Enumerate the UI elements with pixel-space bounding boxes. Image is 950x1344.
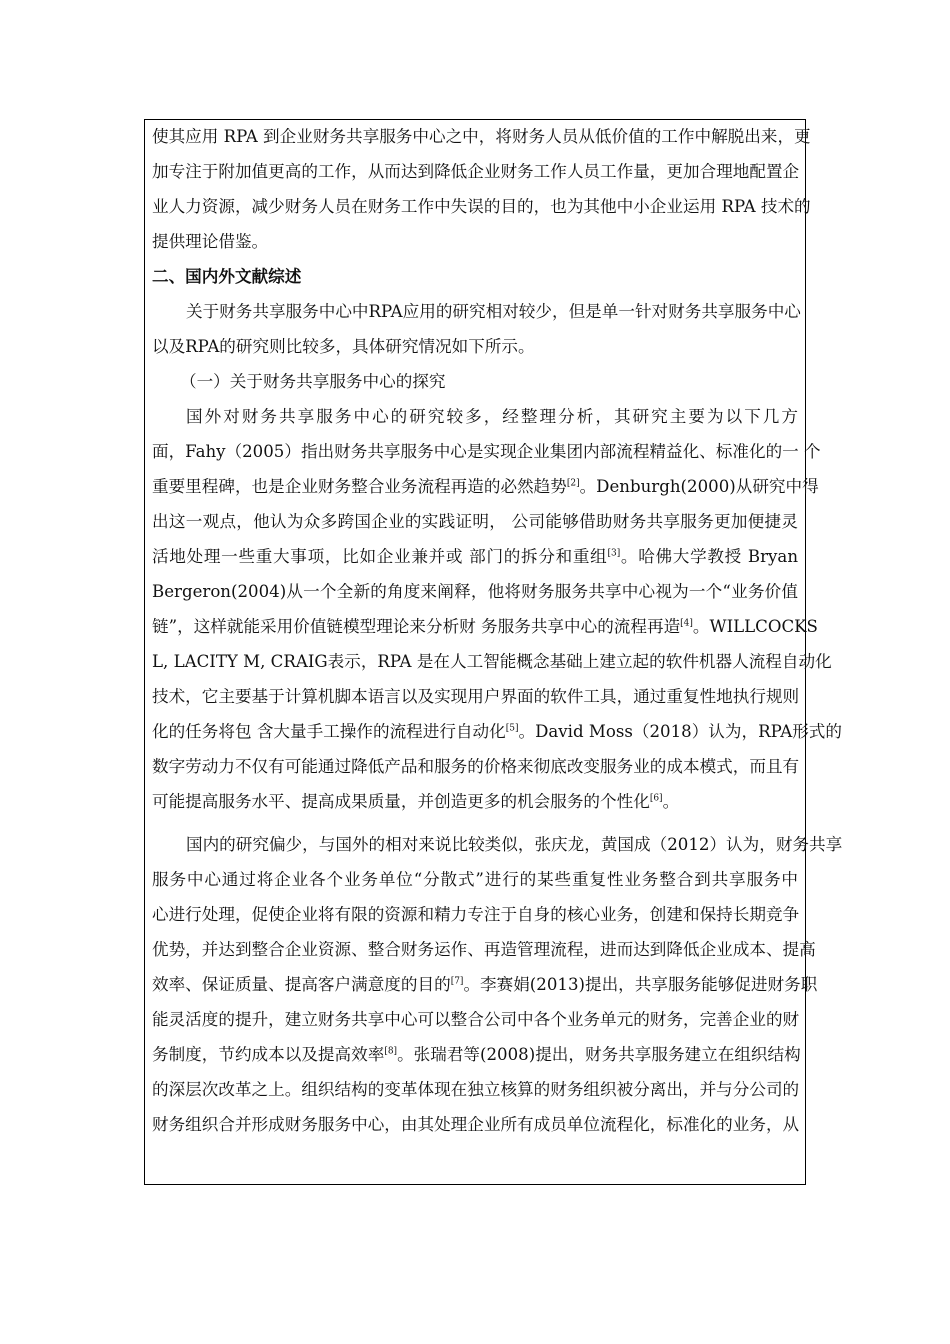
paragraph-line: 加专注于附加值更高的工作，从而达到降低企业财务工作人员工作量，更加合理地配置企	[152, 162, 800, 181]
paragraph-line: 心进行处理，促使企业将有限的资源和精力专注于自身的核心业务，创建和保持长期竞争	[152, 905, 800, 924]
paragraph-line: 业人力资源，减少财务人员在财务工作中失误的目的，也为其他中小企业运用 RPA 技术的	[152, 197, 811, 216]
paragraph-line: L, LACITY M, CRAIG表示，RPA 是在人工智能概念基础上建立起的软件机器人流程自动化	[152, 652, 832, 671]
paragraph-line: Bergeron(2004)从一个全新的角度来阐释，他将财务服务共享中心视为一个“业务价值	[152, 582, 798, 601]
paragraph-line: 服务中心通过将企业各个业务单位“分散式”进行的某些重复性业务整合到共享服务中	[152, 870, 798, 889]
paragraph-line: 关于财务共享服务中心中RPA应用的研究相对较少，但是单一针对财务共享服务中心	[186, 302, 801, 321]
text-run: 活地处理一些重大事项，比如企业兼并或 部门的拆分和重组	[152, 547, 608, 566]
paragraph-line: 以及RPA的研究则比较多，具体研究情况如下所示。	[152, 337, 535, 356]
paragraph-line	[152, 469, 819, 504]
paragraph-line	[152, 539, 798, 574]
text-run: 重要里程碑，也是企业财务整合业务流程再造的必然趋势	[152, 477, 567, 496]
paragraph-line: 面，Fahy（2005）指出财务共享服务中心是实现企业集团内部流程精益化、标准化的一 个	[152, 442, 821, 461]
text-run: 效率、保证质量、提高客户满意度的目的	[152, 975, 451, 994]
paragraph-gap	[152, 819, 798, 827]
document-body	[152, 119, 843, 1142]
paragraph-line: 优势，并达到整合企业资源、整合财务运作、再造管理流程，进而达到降低企业成本、提高	[152, 940, 816, 959]
text-run: 。WILLCOCKS	[692, 617, 818, 636]
text-run: 务制度，节约成本以及提高效率	[152, 1045, 385, 1064]
paragraph-line: 技术，它主要基于计算机脚本语言以及实现用户界面的软件工具，通过重复性地执行规则	[152, 687, 800, 706]
citation-ref[interactable]: [8]	[384, 1046, 398, 1057]
paragraph-line	[152, 784, 798, 819]
section-heading: 二、国内外文献综述	[152, 266, 302, 286]
text-run: 。	[662, 792, 680, 811]
text-run: 化的任务将包 含大量手工操作的流程进行自动化	[152, 722, 506, 741]
text-run: 链”，这样就能采用价值链模型理论来分析财 务服务共享中心的流程再造	[152, 617, 681, 636]
paragraph-line	[152, 967, 818, 1002]
paragraph-line: 的深层次改革之上。组织结构的变革体现在独立核算的财务组织被分离出，并与分公司的	[152, 1080, 800, 1099]
paragraph-line	[152, 609, 818, 644]
text-run: 。李赛娟(2013)提出，共享服务能够促进财务职	[463, 975, 818, 994]
paragraph-line	[152, 1037, 801, 1072]
paragraph-line: 财务组织合并形成财务服务中心，由其处理企业所有成员单位流程化，标准化的业务，从	[152, 1115, 800, 1134]
paragraph-line: 国内的研究偏少，与国外的相对来说比较类似，张庆龙，黄国成（2012）认为，财务共享	[186, 835, 843, 854]
paragraph-line: 出这一观点，他认为众多跨国企业的实践证明， 公司能够借助财务共享服务更加便捷灵	[152, 512, 798, 531]
text-run: 。Denburgh(2000)从研究中得	[579, 477, 819, 496]
citation-ref[interactable]: [5]	[505, 723, 519, 734]
paragraph-line: 数字劳动力不仅有可能通过降低产品和服务的价格来彻底改变服务业的成本模式，而且有	[152, 757, 800, 776]
citation-ref[interactable]: [4]	[680, 618, 693, 629]
text-run: 。David Moss（2018）认为，RPA形式的	[518, 722, 842, 741]
citation-ref[interactable]: [6]	[649, 793, 663, 804]
citation-ref[interactable]: [3]	[607, 548, 621, 559]
subsection-heading: （一）关于财务共享服务中心的探究	[180, 372, 446, 391]
paragraph-line: 国外对财务共享服务中心的研究较多，经整理分析，其研究主要为以下几方	[186, 407, 798, 426]
text-run: 可能提高服务水平、提高成果质量，并创造更多的机会服务的个性化	[152, 792, 650, 811]
text-run: 。张瑞君等(2008)提出，财务共享服务建立在组织结构	[397, 1045, 801, 1064]
citation-ref[interactable]: [7]	[450, 976, 464, 987]
text-run: 。哈佛大学教授 Bryan	[620, 547, 799, 566]
paragraph-line: 使其应用 RPA 到企业财务共享服务中心之中，将财务人员从低价值的工作中解脱出来，更	[152, 127, 811, 146]
citation-ref[interactable]: [2]	[566, 478, 580, 489]
paragraph-line: 提供理论借鉴。	[152, 232, 269, 251]
paragraph-line	[152, 714, 842, 749]
paragraph-line: 能灵活度的提升，建立财务共享中心可以整合公司中各个业务单元的财务，完善企业的财	[152, 1010, 800, 1029]
